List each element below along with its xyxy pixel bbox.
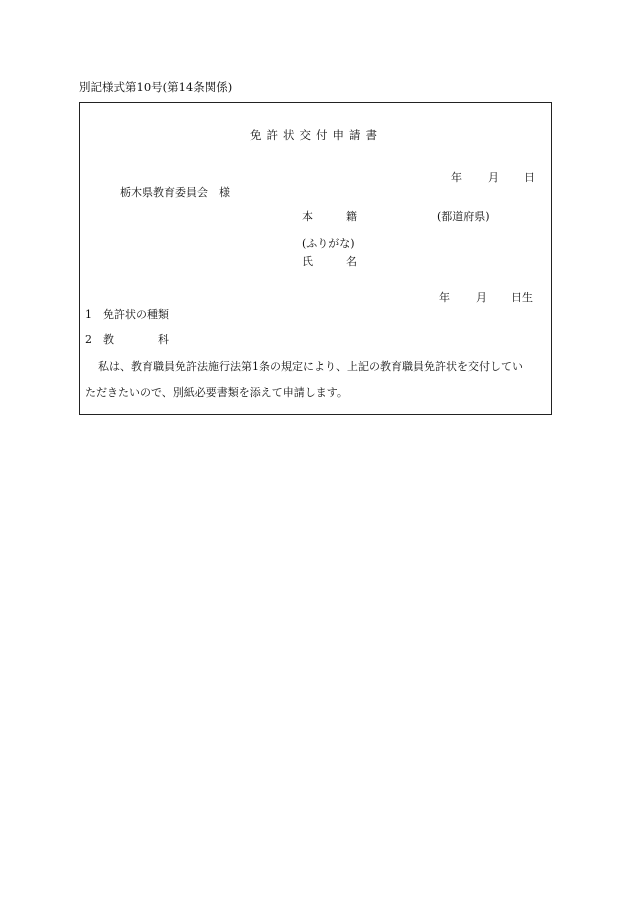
birth-day-label: 日生 (511, 291, 533, 304)
furigana-label: (ふりがな) (302, 237, 355, 250)
subject-item: 2 教 科 (85, 333, 169, 346)
permanent-domicile-label: 本 籍 (302, 210, 357, 223)
form-number-label: 別記様式第10号(第14条関係) (79, 80, 233, 94)
name-label: 氏 名 (302, 255, 357, 268)
date-year-label: 年 (451, 171, 462, 184)
request-statement-line-2: ただきたいので、別紙必要書類を添えて申請します。 (85, 386, 348, 399)
date-month-label: 月 (488, 171, 499, 184)
birth-year-label: 年 (439, 291, 450, 304)
prefecture-suffix: (都道府県) (437, 210, 490, 223)
license-type-item: 1 免許状の種類 (85, 308, 169, 321)
date-day-label: 日 (524, 171, 535, 184)
form-title: 免許状交付申請書 (250, 128, 382, 142)
request-statement-line-1: 私は、教育職員免許法施行法第1条の規定により、上記の教育職員免許状を交付してい (98, 360, 523, 373)
birth-month-label: 月 (476, 291, 487, 304)
addressee: 栃木県教育委員会 様 (120, 186, 230, 199)
